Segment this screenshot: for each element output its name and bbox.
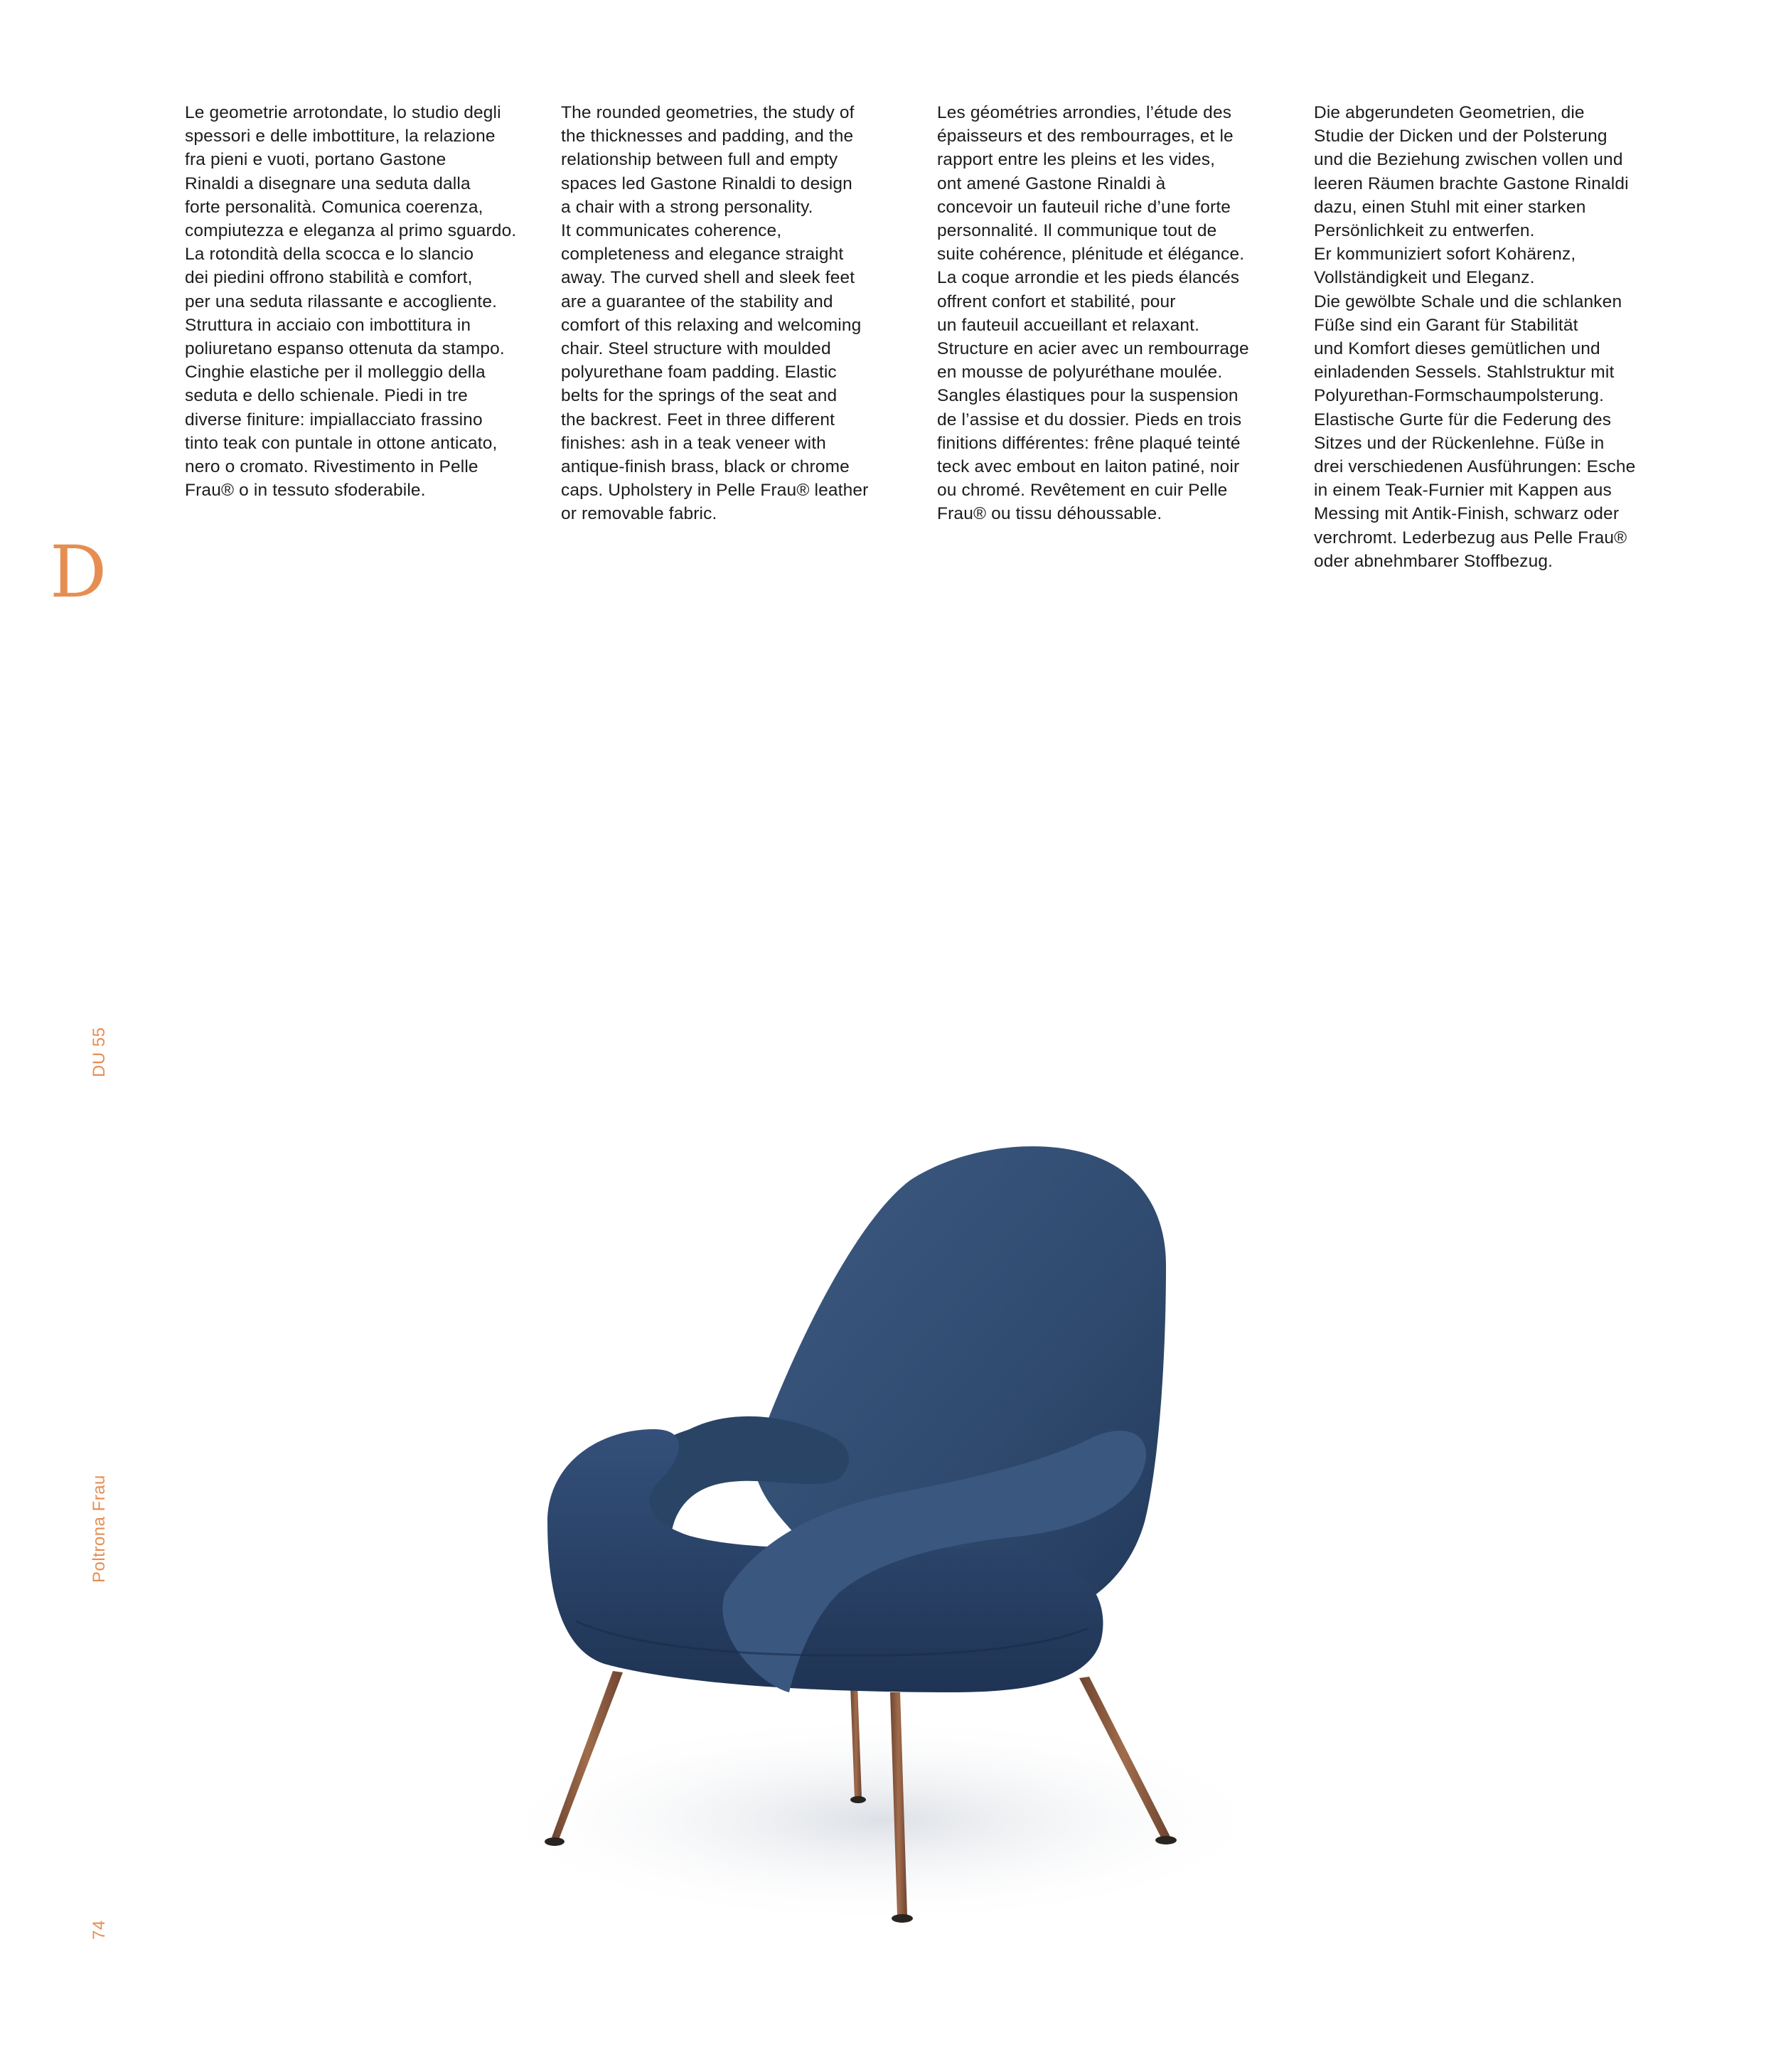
german-description: Die abgerundeten Geometrien, die Studie der Dicken und der Polsterung und die Beziehung zwischen vollen und leeren Räumen brachte Gastone Rinaldi dazu, einen Stuhl mit einer starken Persönlichkeit zu entwerfen. Er kommuniziert sofort Kohärenz, Vollständigkeit und Eleganz. Die gewölbte Schale und die schlanken Füße sind ein Garant für Stabilität und Komfort dieses gemütlichen und einladenden Sessels. Stahlstruktur mit Polyurethan-Formschaumpolsterung. Elastische Gurte für die Federung des Sitzes und der Rückenlehne. Füße in drei verschiedenen Ausführungen: Esche in einem Teak-Furnier mit Kappen aus Messing mit Antik-Finish, schwarz oder verchromt. Lederbezug aus Pelle Frau® oder abnehmbarer Stoffbezug. <box>1314 103 1636 571</box>
chair-photo <box>455 1123 1322 2034</box>
english-description: The rounded geometries, the study of the thicknesses and padding, and the relationship between full and empty spaces led Gastone Rinaldi to design a chair with a strong personality. It communicates coherence, completeness and elegance straight away. The curved shell and sleek feet are a guarantee of the stability and comfort of this relaxing and welcoming chair. Steel structure with moulded polyurethane foam padding. Elastic belts for the springs of the seat and the backrest. Feet in three different finishes: ash in a teak veneer with antique-finish brass, black or chrome caps. Upholstery in Pelle Frau® leather or removable fabric. <box>561 103 869 524</box>
model-code-label: DU 55 <box>90 1027 109 1077</box>
brand-label: Poltrona Frau <box>90 1475 109 1583</box>
page-number: 74 <box>90 1920 109 1940</box>
french-description: Les géométries arrondies, l’étude des épaisseurs et des rembourrages, et le rapport entre les pleins et les vides, ont amené Gastone Rinaldi à concevoir un fauteuil riche d’une forte personnalité. Il communique tout de suite cohérence, plénitude et élégance. La coque arrondie et les pieds élancés offrent confort et stabilité, pour un fauteuil accueillant et relaxant. Structure en acier avec un rembourrage en mousse de polyuréthane moulée. Sangles élastiques pour la suspension de l’assise et du dossier. Pieds en trois finitions différentes: frêne plaqué teinté teck avec embout en laiton patiné, noir ou chromé. Revêtement en cuir Pelle Frau® ou tissu déhoussable. <box>937 103 1249 524</box>
section-letter: D <box>50 530 107 614</box>
italian-description: Le geometrie arrotondate, lo studio degli spessori e delle imbottiture, la relazione fra pieni e vuoti, portano Gastone Rinaldi a disegnare una seduta dalla forte personalità. Comunica coerenza, compiutezza e eleganza al primo sguardo. La rotondità della scocca e lo slancio dei piedini offrono stabilità e comfort, per una seduta rilassante e accogliente. Struttura in acciaio con imbottitura in poliuretano espanso ottenuta da stampo. Cinghie elastiche per il molleggio della seduta e dello schienale. Piedi in tre diverse finiture: impiallacciato frassino tinto teak con puntale in ottone anticato, nero o cromato. Rivestimento in Pelle Frau® o in tessuto sfoderabile. <box>185 103 517 501</box>
